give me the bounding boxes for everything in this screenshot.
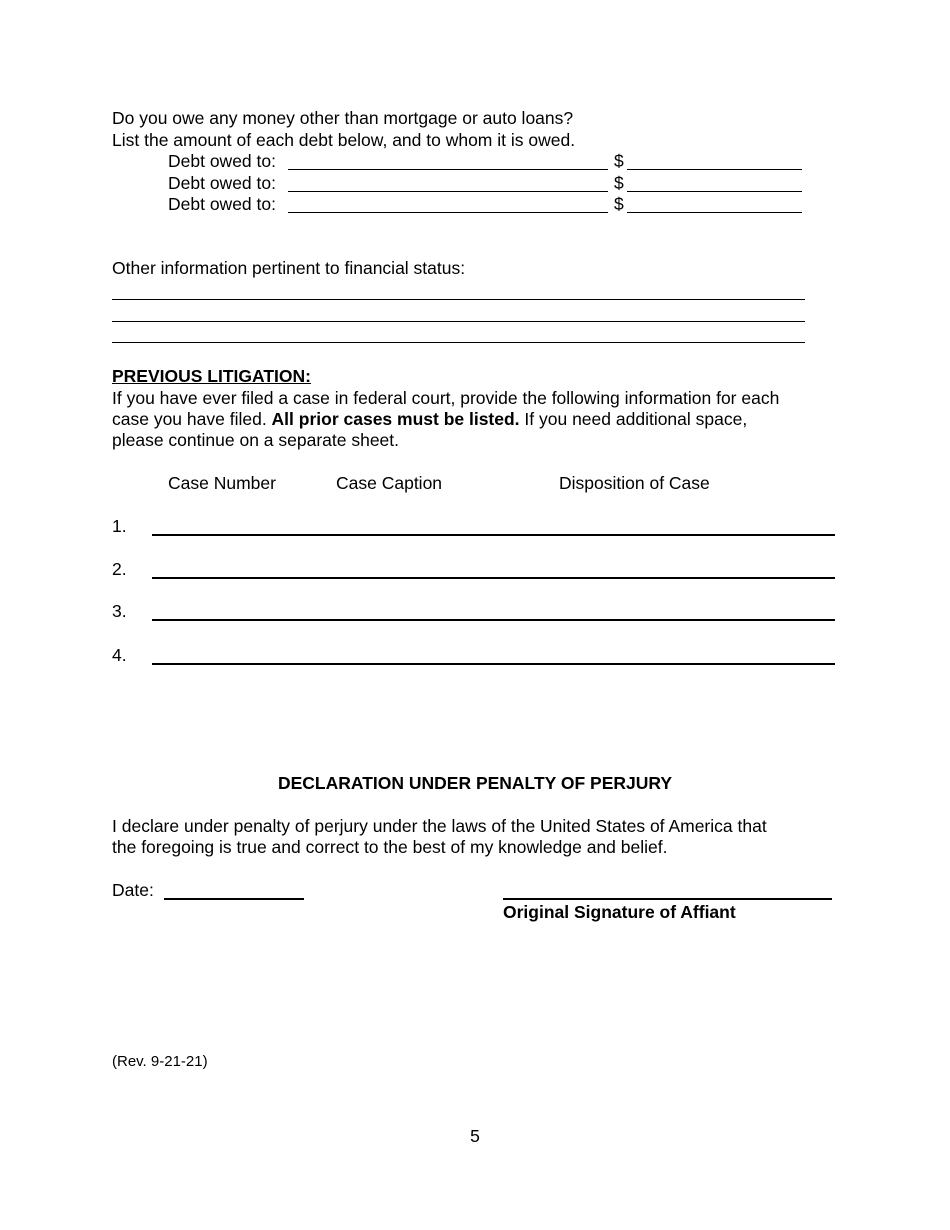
page-number: 5	[470, 1126, 480, 1146]
debt-label-2: Debt owed to:	[168, 173, 276, 193]
declaration-text-line-1: I declare under penalty of perjury under the laws of the United States of America that	[112, 816, 767, 836]
declaration-title: DECLARATION UNDER PENALTY OF PERJURY	[277, 773, 673, 793]
litigation-text-line-1: If you have ever filed a case in federal court, provide the following information for each	[112, 388, 780, 408]
litigation-text-2a: case you have filed.	[112, 409, 272, 429]
other-info-line-2[interactable]	[112, 321, 805, 322]
date-field[interactable]	[164, 898, 304, 900]
litigation-text-2-bold: All prior cases must be listed.	[271, 409, 520, 429]
debt-currency-3: $	[614, 194, 624, 214]
column-header-case-number: Case Number	[168, 473, 276, 493]
case-row-field-1[interactable]	[152, 534, 835, 536]
case-row-field-3[interactable]	[152, 619, 835, 621]
column-header-disposition: Disposition of Case	[559, 473, 710, 493]
case-row-number-4: 4.	[112, 645, 127, 665]
revision-label: (Rev. 9-21-21)	[112, 1053, 208, 1070]
litigation-heading: PREVIOUS LITIGATION:	[112, 366, 311, 386]
debt-label-1: Debt owed to:	[168, 151, 276, 171]
debt-creditor-field-1[interactable]	[288, 169, 608, 170]
debt-currency-2: $	[614, 173, 624, 193]
declaration-text-line-2: the foregoing is true and correct to the best of my knowledge and belief.	[112, 837, 668, 857]
debt-amount-field-3[interactable]	[627, 212, 802, 213]
signature-field[interactable]	[503, 898, 832, 900]
debt-amount-field-1[interactable]	[627, 169, 802, 170]
other-info-line-3[interactable]	[112, 342, 805, 343]
debts-instruction: List the amount of each debt below, and to whom it is owed.	[112, 130, 576, 150]
debt-creditor-field-3[interactable]	[288, 212, 608, 213]
other-info-line-1[interactable]	[112, 299, 805, 300]
litigation-text-2b: If you need additional space,	[519, 409, 748, 429]
debt-creditor-field-2[interactable]	[288, 191, 608, 192]
case-row-field-2[interactable]	[152, 577, 835, 579]
litigation-text-line-2	[112, 409, 747, 430]
column-header-case-caption: Case Caption	[336, 473, 443, 493]
signature-label: Original Signature of Affiant	[503, 902, 736, 922]
debt-amount-field-2[interactable]	[627, 191, 802, 192]
other-info-label: Other information pertinent to financial status:	[112, 258, 466, 278]
debt-currency-1: $	[614, 151, 624, 171]
case-row-number-1: 1.	[112, 516, 127, 536]
litigation-text-line-3: please continue on a separate sheet.	[112, 430, 400, 450]
debts-question: Do you owe any money other than mortgage or auto loans?	[112, 108, 574, 128]
debt-label-3: Debt owed to:	[168, 194, 276, 214]
case-row-number-2: 2.	[112, 559, 127, 579]
date-label: Date:	[112, 880, 154, 900]
case-row-field-4[interactable]	[152, 663, 835, 665]
case-row-number-3: 3.	[112, 601, 127, 621]
